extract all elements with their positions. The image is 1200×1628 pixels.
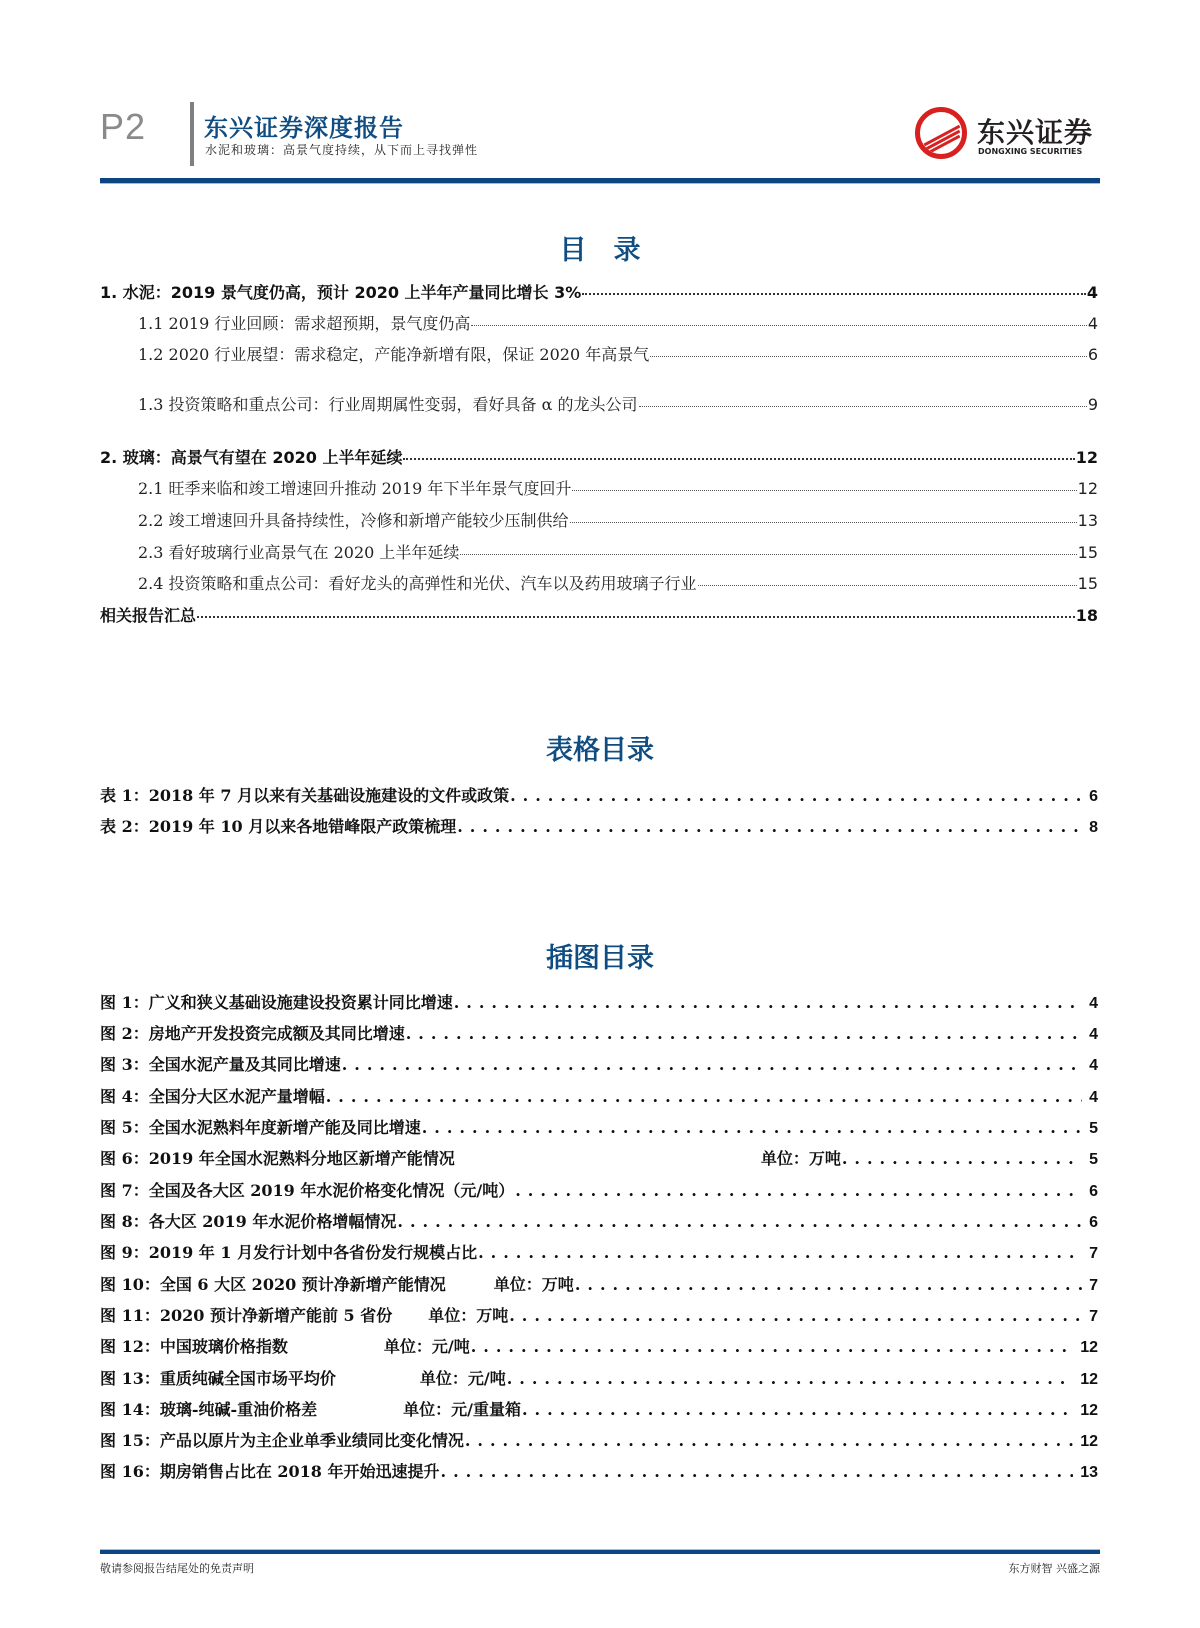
toc-entry-label: 1.1 2019 行业回顾：需求超预期，景气度仍高 [138, 314, 471, 333]
dot-leader [397, 1212, 1082, 1231]
dot-leader [510, 786, 1082, 805]
figure-entry[interactable] [100, 1459, 1098, 1482]
figure-entry[interactable] [100, 1303, 1098, 1326]
dot-leader [342, 1055, 1082, 1074]
figure-entry-unit: 单位：元/吨 [383, 1337, 470, 1356]
figure-entry-label: 图 12：中国玻璃价格指数 [100, 1337, 288, 1356]
header-divider [190, 102, 194, 166]
figure-entry-page: 5 [1089, 1120, 1098, 1137]
toc-entry[interactable] [100, 392, 1098, 415]
dot-leader [406, 1024, 1082, 1043]
figure-entry-unit: 单位：万吨 [760, 1149, 841, 1168]
figure-entry[interactable] [100, 1240, 1098, 1263]
figure-entry-page: 4 [1089, 1026, 1098, 1043]
figure-entry[interactable] [100, 1146, 1098, 1169]
dot-leader [471, 1337, 1074, 1356]
dot-leader [454, 993, 1082, 1012]
toc-entry[interactable] [100, 280, 1098, 303]
figure-entry[interactable] [100, 990, 1098, 1013]
figure-entry-label: 图 7：全国及各大区 2019 年水泥价格变化情况（元/吨） [100, 1181, 515, 1200]
toc-entry-label: 2.3 看好玻璃行业高景气在 2020 上半年延续 [138, 543, 460, 562]
toc-entry-page: 9 [1087, 395, 1098, 414]
figure-entry[interactable] [100, 1021, 1098, 1044]
figure-entry-unit: 单位：万吨 [493, 1275, 574, 1294]
table-entry[interactable] [100, 783, 1098, 806]
toc-entry-label: 2.2 竣工增速回升具备持续性，冷修和新增产能较少压制供给 [138, 511, 569, 530]
toc-entry-page: 12 [1075, 448, 1098, 467]
toc-title: 目 录 [559, 235, 641, 266]
toc-entry-page: 12 [1077, 479, 1098, 498]
toc-entry[interactable] [100, 603, 1098, 626]
toc-entry[interactable] [100, 311, 1098, 334]
table-entry-label: 表 2：2019 年 10 月以来各地错峰限产政策梳理 [100, 817, 457, 836]
figure-entry[interactable] [100, 1115, 1098, 1138]
dot-leader [422, 1118, 1082, 1137]
figure-entry-page: 7 [1089, 1277, 1098, 1294]
figure-entry-page: 4 [1089, 995, 1098, 1012]
figure-entry-unit: 单位：万吨 [428, 1306, 509, 1325]
dot-leader [478, 1243, 1082, 1262]
table-entry[interactable] [100, 814, 1098, 837]
figure-entry-label: 图 9：2019 年 1 月发行计划中各省份发行规模占比 [100, 1243, 478, 1262]
figure-entry-page: 6 [1089, 1183, 1098, 1200]
logo-text-cn: 东兴证券 [977, 116, 1094, 149]
figure-entry-label: 图 4：全国分大区水泥产量增幅 [100, 1087, 325, 1106]
figure-entry-page: 12 [1080, 1433, 1098, 1450]
dot-leader [650, 356, 1087, 357]
figure-entry-page: 13 [1080, 1464, 1098, 1481]
figure-entry-label: 图 5：全国水泥熟料年度新增产能及同比增速 [100, 1118, 421, 1137]
company-logo [915, 107, 1105, 167]
toc-entry-label: 2.1 旺季来临和竣工增速回升推动 2019 年下半年景气度回升 [138, 479, 572, 498]
dot-leader [639, 406, 1087, 407]
dot-leader [441, 1462, 1074, 1481]
figure-entry-page: 6 [1089, 1214, 1098, 1231]
page-number: P2 [100, 106, 147, 147]
toc-entry-label: 1.2 2020 行业展望：需求稳定，产能净新增有限，保证 2020 年高景气 [138, 345, 650, 364]
figure-entry-label: 图 2：房地产开发投资完成额及其同比增速 [100, 1024, 405, 1043]
dot-leader [460, 554, 1076, 555]
figure-entry-label: 图 14：玻璃-纯碱-重油价格差 [100, 1400, 318, 1419]
toc-entry-page: 18 [1075, 606, 1098, 625]
toc-entry-label: 1. 水泥：2019 景气度仍高，预计 2020 上半年产量同比增长 3% [100, 283, 582, 302]
report-brand-title: 东兴证券深度报告 [204, 114, 404, 142]
toc-entry[interactable] [100, 571, 1098, 594]
figure-entry-label: 图 13：重质纯碱全国市场平均价 [100, 1369, 336, 1388]
toc-entry[interactable] [100, 342, 1098, 365]
figure-entry[interactable] [100, 1084, 1098, 1107]
dot-leader [509, 1306, 1082, 1325]
figure-entry-page: 5 [1089, 1151, 1098, 1168]
footer-rule [100, 1550, 1100, 1554]
toc-entry[interactable] [100, 445, 1098, 468]
dot-leader [507, 1369, 1074, 1388]
dot-leader [515, 1181, 1082, 1200]
toc-entry-label: 相关报告汇总 [100, 606, 197, 625]
toc-entry-page: 15 [1077, 543, 1098, 562]
toc-entry-label: 2.4 投资策略和重点公司：看好龙头的高弹性和光伏、汽车以及药用玻璃子行业 [138, 574, 697, 593]
toc-entry-label: 2. 玻璃：高景气有望在 2020 上半年延续 [100, 448, 403, 467]
logo-text-en: DONGXING SECURITIES [978, 147, 1083, 156]
header-rule [100, 178, 1100, 183]
footer-disclaimer: 敬请参阅报告结尾处的免责声明 [100, 1562, 254, 1575]
footer-slogan: 东方财智 兴盛之源 [1008, 1562, 1100, 1575]
figure-entry[interactable] [100, 1272, 1098, 1295]
figure-entry-unit: 单位：元/吨 [419, 1369, 506, 1388]
dot-leader [197, 616, 1075, 618]
dot-leader [457, 817, 1082, 836]
dot-leader [465, 1431, 1073, 1450]
figure-entry-page: 4 [1089, 1089, 1098, 1106]
figure-entry-page: 12 [1080, 1339, 1098, 1356]
tables-toc-title: 表格目录 [546, 735, 654, 766]
dot-leader [471, 325, 1086, 326]
figure-entry[interactable] [100, 1397, 1098, 1420]
figure-entry[interactable] [100, 1178, 1098, 1201]
dot-leader [582, 293, 1086, 295]
report-subtitle: 水泥和玻璃：高景气度持续，从下而上寻找弹性 [205, 143, 479, 157]
figure-entry[interactable] [100, 1052, 1098, 1075]
toc-entry[interactable] [100, 476, 1098, 499]
table-entry-page: 8 [1089, 819, 1098, 836]
figure-entry-unit: 单位：元/重量箱 [403, 1400, 521, 1419]
figure-entry[interactable] [100, 1428, 1098, 1451]
figure-entry[interactable] [100, 1334, 1098, 1357]
figure-entry-page: 4 [1089, 1057, 1098, 1074]
dot-leader [698, 585, 1077, 586]
table-entry-page: 6 [1089, 788, 1098, 805]
dot-leader [572, 490, 1076, 491]
figure-entry-label: 图 15：产品以原片为主企业单季业绩同比变化情况 [100, 1431, 464, 1450]
toc-entry-page: 15 [1077, 574, 1098, 593]
dot-leader [522, 1400, 1073, 1419]
dot-leader [570, 522, 1077, 523]
figure-entry-page: 12 [1080, 1371, 1098, 1388]
table-entry-label: 表 1：2018 年 7 月以来有关基础设施建设的文件或政策 [100, 786, 510, 805]
figure-entry[interactable] [100, 1209, 1098, 1232]
toc-entry-page: 6 [1087, 345, 1098, 364]
dot-leader [842, 1149, 1082, 1168]
figure-entry-label: 图 11：2020 预计净新增产能前 5 省份 [100, 1306, 393, 1325]
figure-entry-page: 7 [1089, 1245, 1098, 1262]
figures-toc-title: 插图目录 [546, 943, 654, 974]
dot-leader [326, 1087, 1082, 1106]
toc-entry-page: 4 [1087, 314, 1098, 333]
figure-entry-label: 图 1：广义和狭义基础设施建设投资累计同比增速 [100, 993, 453, 1012]
figure-entry-label: 图 8：各大区 2019 年水泥价格增幅情况 [100, 1212, 397, 1231]
logo-emblem-icon [915, 107, 967, 159]
toc-entry[interactable] [100, 508, 1098, 531]
figure-entry-label: 图 3：全国水泥产量及其同比增速 [100, 1055, 341, 1074]
figure-entry-label: 图 16：期房销售占比在 2018 年开始迅速提升 [100, 1462, 440, 1481]
toc-entry-page: 4 [1086, 283, 1098, 302]
figure-entry[interactable] [100, 1366, 1098, 1389]
figure-entry-label: 图 10：全国 6 大区 2020 预计净新增产能情况 [100, 1275, 446, 1294]
toc-entry-label: 1.3 投资策略和重点公司：行业周期属性变弱，看好具备 α 的龙头公司 [138, 395, 638, 414]
figure-entry-page: 12 [1080, 1402, 1098, 1419]
figure-entry-page: 7 [1089, 1308, 1098, 1325]
dot-leader [403, 458, 1074, 460]
toc-entry-page: 13 [1077, 511, 1098, 530]
dot-leader [575, 1275, 1082, 1294]
figure-entry-label: 图 6：2019 年全国水泥熟料分地区新增产能情况 [100, 1149, 455, 1168]
toc-entry[interactable] [100, 540, 1098, 563]
